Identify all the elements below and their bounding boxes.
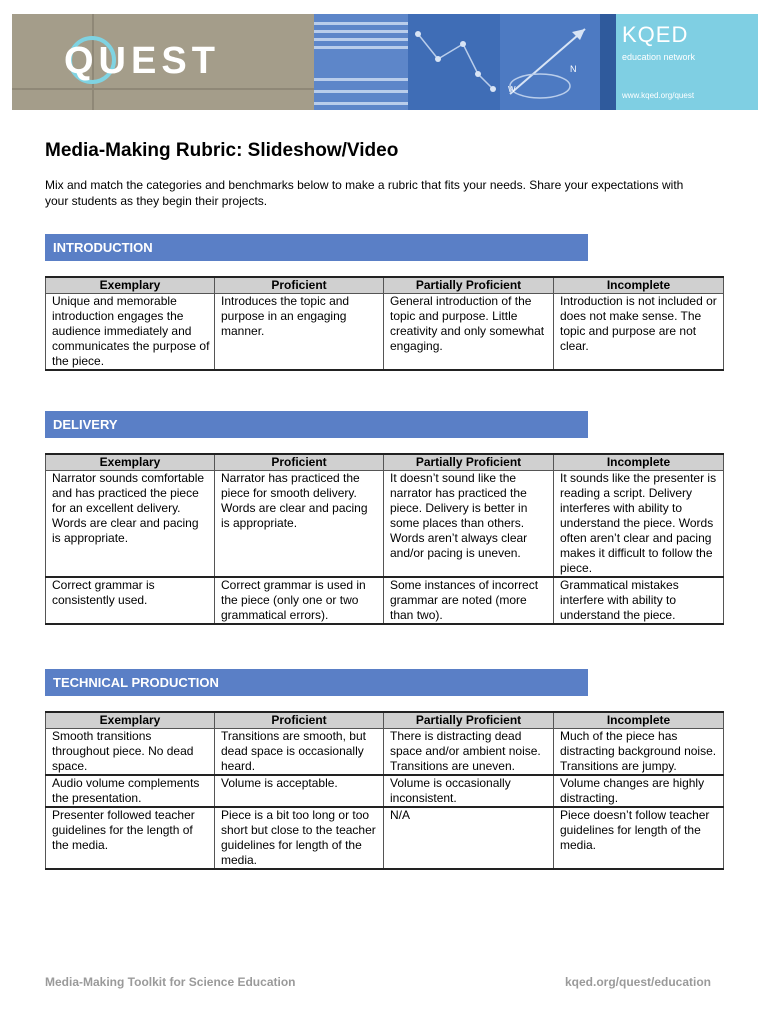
quest-logo-panel	[12, 14, 314, 110]
table-cell: Grammatical mistakes interfere with ability to understand the piece.	[554, 577, 724, 624]
table-header-row	[46, 277, 724, 294]
rubric-table-introduction	[45, 276, 724, 371]
table-cell: N/A	[384, 807, 554, 869]
column-header: Partially Proficient	[384, 454, 554, 471]
column-header: Proficient	[215, 454, 384, 471]
table-cell: There is distracting dead space and/or ambient noise. Transitions are uneven.	[384, 729, 554, 776]
column-header: Proficient	[215, 712, 384, 729]
table-cell: Presenter followed teacher guidelines for the length of the media.	[46, 807, 215, 869]
column-header: Partially Proficient	[384, 277, 554, 294]
constellation-icon	[408, 14, 500, 110]
table-row	[46, 294, 724, 371]
table-cell: Correct grammar is consistently used.	[46, 577, 215, 624]
table-cell: Introduces the topic and purpose in an engaging manner.	[215, 294, 384, 371]
table-cell: Piece is a bit too long or too short but close to the teacher guidelines for length of the media.	[215, 807, 384, 869]
section-heading-introduction: INTRODUCTION	[45, 234, 588, 261]
svg-text:N: N	[570, 64, 577, 74]
intro-text: Mix and match the categories and benchmarks below to make a rubric that fits your needs. Share your expectations with your students as they begin their projects.	[45, 178, 684, 208]
table-header-row	[46, 454, 724, 471]
column-header: Exemplary	[46, 712, 215, 729]
kqed-url: www.kqed.org/quest	[622, 91, 695, 100]
rubric-table-technical-production	[45, 711, 724, 870]
table-cell: Unique and memorable introduction engages the audience immediately and communicates the purpose of the piece.	[46, 294, 215, 371]
kqed-subtitle: education network	[622, 52, 696, 62]
table-cell: Audio volume complements the presentation.	[46, 775, 215, 807]
table-cell: General introduction of the topic and purpose. Little creativity and only somewhat engaging.	[384, 294, 554, 371]
table-cell: It doesn’t sound like the narrator has practiced the piece. Delivery is better in some places than others. Words aren’t always clear and/or pacing is uneven.	[384, 471, 554, 578]
table-header-row	[46, 712, 724, 729]
table-cell: Volume is acceptable.	[215, 775, 384, 807]
table-cell: Piece doesn’t follow teacher guidelines for length of the media.	[554, 807, 724, 869]
table-cell: Narrator has practiced the piece for smooth delivery. Words are clear and pacing is appropriate.	[215, 471, 384, 578]
column-header: Exemplary	[46, 454, 215, 471]
table-cell: Smooth transitions throughout piece. No dead space.	[46, 729, 215, 776]
table-cell: It sounds like the presenter is reading a script. Delivery interferes with ability to understand the piece. Words often aren’t clear and pacing makes it difficult to follow the piece.	[554, 471, 724, 578]
footer-toolkit-label: Media-Making Toolkit for Science Education	[45, 975, 296, 989]
column-header: Exemplary	[46, 277, 215, 294]
table-cell: Some instances of incorrect grammar are noted (more than two).	[384, 577, 554, 624]
table-row	[46, 775, 724, 807]
table-row	[46, 471, 724, 578]
table-cell: Much of the piece has distracting background noise. Transitions are jumpy.	[554, 729, 724, 776]
compass-icon	[500, 14, 600, 110]
column-header: Incomplete	[554, 712, 724, 729]
table-row	[46, 729, 724, 776]
table-cell: Volume changes are highly distracting.	[554, 775, 724, 807]
table-row	[46, 807, 724, 869]
rubric-table-delivery	[45, 453, 724, 625]
table-cell: Volume is occasionally inconsistent.	[384, 775, 554, 807]
table-cell: Narrator sounds comfortable and has practiced the piece for an excellent delivery. Words are clear and pacing is appropriate.	[46, 471, 215, 578]
header-banner	[12, 14, 758, 110]
table-row	[46, 577, 724, 624]
section-heading-delivery: DELIVERY	[45, 411, 588, 438]
kqed-logo: KQED	[622, 22, 689, 47]
kqed-logo-panel	[600, 14, 758, 110]
footer-url: kqed.org/quest/education	[564, 975, 711, 989]
column-header: Proficient	[215, 277, 384, 294]
column-header: Incomplete	[554, 277, 724, 294]
page-title: Media-Making Rubric: Slideshow/Video	[45, 140, 399, 161]
svg-text:W: W	[508, 85, 516, 94]
section-heading-technical-production: TECHNICAL PRODUCTION	[45, 669, 588, 696]
table-cell: Transitions are smooth, but dead space is occasionally heard.	[215, 729, 384, 776]
table-cell: Correct grammar is used in the piece (only one or two grammatical errors).	[215, 577, 384, 624]
science-collage-image	[314, 14, 600, 110]
table-cell: Introduction is not included or does not make sense. The topic and purpose are not clear.	[554, 294, 724, 371]
quest-logo: QUEST	[64, 40, 220, 82]
column-header: Incomplete	[554, 454, 724, 471]
column-header: Partially Proficient	[384, 712, 554, 729]
